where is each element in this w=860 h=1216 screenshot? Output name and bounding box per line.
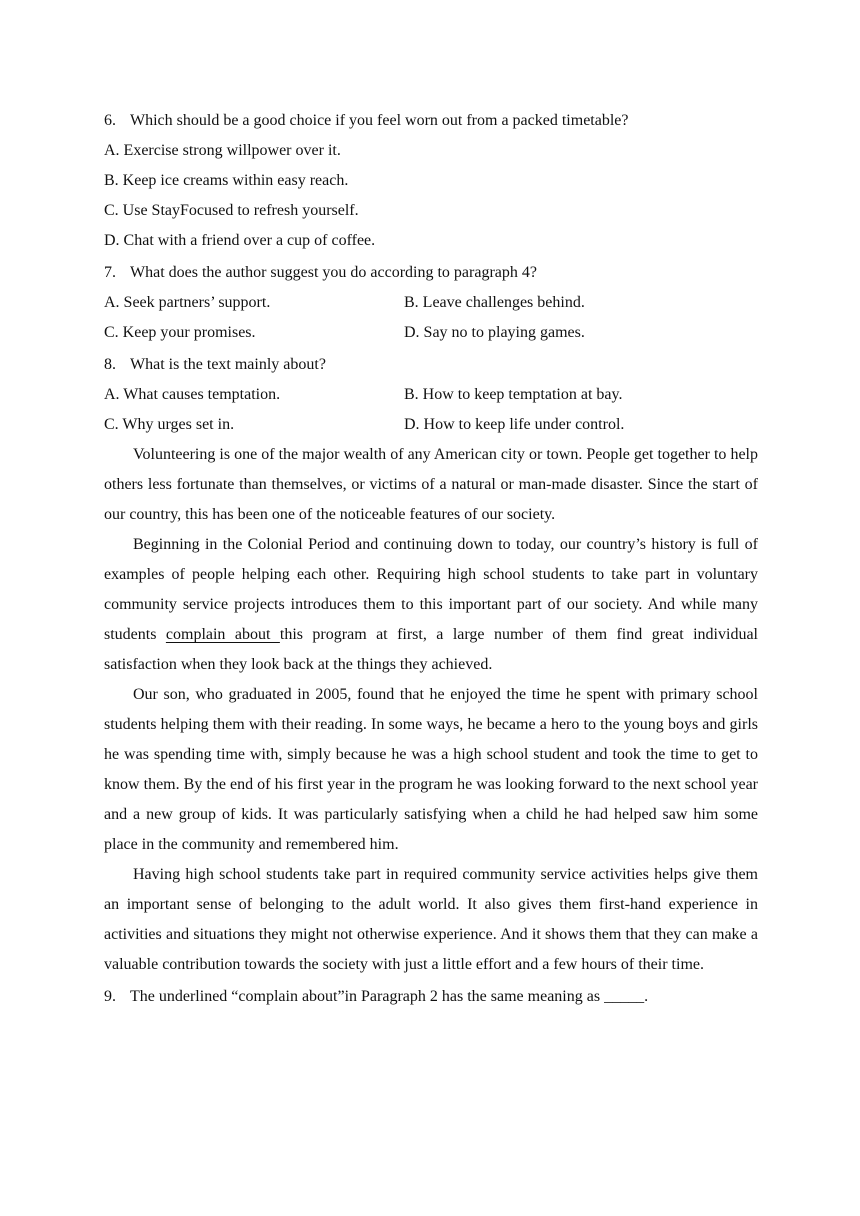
question-text: The underlined “complain about”in Paragraph 2 has the same meaning as _____. [130, 988, 649, 1005]
question-7 [104, 258, 758, 288]
passage-paragraph-4: Having high school students take part in required community service activities helps give them an important sense of belonging to the adult world. It also gives them first-hand experience in activities and situations they might not otherwise experience. And it shows them that they can make a valuable contribution towards the society with just a little effort and a few hours of their time. [104, 866, 758, 973]
option-d: D. Chat with a friend over a cup of coffee. [104, 232, 376, 249]
paragraph-text: Beginning in the Colonial Period and continuing down to today, our country’s history is full of examples of people helping each other. Requiring high school students to take part in voluntary community service projects introduces them to this important part of our society. And while many students [104, 536, 758, 643]
document-page [104, 104, 758, 1012]
paragraph-text: this program at first, a large number of them find great individual satisfaction when they look back at the things they achieved. [104, 626, 758, 673]
question-text: Which should be a good choice if you feel worn out from a packed timetable? [130, 112, 629, 129]
question-number: 6. [104, 112, 116, 129]
question-9 [104, 982, 758, 1012]
option-d: D. Say no to playing games. [404, 324, 585, 341]
question-number: 8. [104, 356, 116, 373]
passage-paragraph-3: Our son, who graduated in 2005, found that he enjoyed the time he spent with primary school students helping them with their reading. In some ways, he became a hero to the young boys and girls he was spending time with, simply because he was a high school student and took the time to get to know them. By the end of his first year in the program he was looking forward to the next school year and a new group of kids. It was particularly satisfying when a child he had helped saw him some place in the community and remembered him. [104, 686, 758, 853]
option-row [104, 380, 758, 410]
option-c: C. Use StayFocused to refresh yourself. [104, 202, 359, 219]
question-text: What is the text mainly about? [130, 356, 326, 373]
option-b: B. Keep ice creams within easy reach. [104, 172, 349, 189]
option-row [104, 288, 758, 318]
question-8 [104, 350, 758, 380]
option-b: B. Leave challenges behind. [404, 294, 585, 311]
underlined-phrase: complain about [165, 626, 280, 643]
question-6 [104, 106, 758, 136]
question-text: What does the author suggest you do according to paragraph 4? [130, 264, 537, 281]
question-number: 7. [104, 264, 116, 281]
question-number: 9. [104, 988, 116, 1005]
option-d: D. How to keep life under control. [404, 416, 625, 433]
option-b: B. How to keep temptation at bay. [404, 386, 623, 403]
option-c: C. Why urges set in. [104, 416, 235, 433]
passage-paragraph-1: Volunteering is one of the major wealth of any American city or town. People get together to help others less fortunate than themselves, or victims of a natural or man-made disaster. Since the start of our country, this has been one of the noticeable features of our society. [104, 446, 758, 523]
option-c: C. Keep your promises. [104, 324, 256, 341]
option-a: A. Seek partners’ support. [104, 294, 271, 311]
passage-paragraph-2 [104, 530, 758, 680]
option-a: A. Exercise strong willpower over it. [104, 142, 341, 159]
option-row [104, 410, 758, 440]
option-a: A. What causes temptation. [104, 386, 281, 403]
option-row [104, 318, 758, 348]
